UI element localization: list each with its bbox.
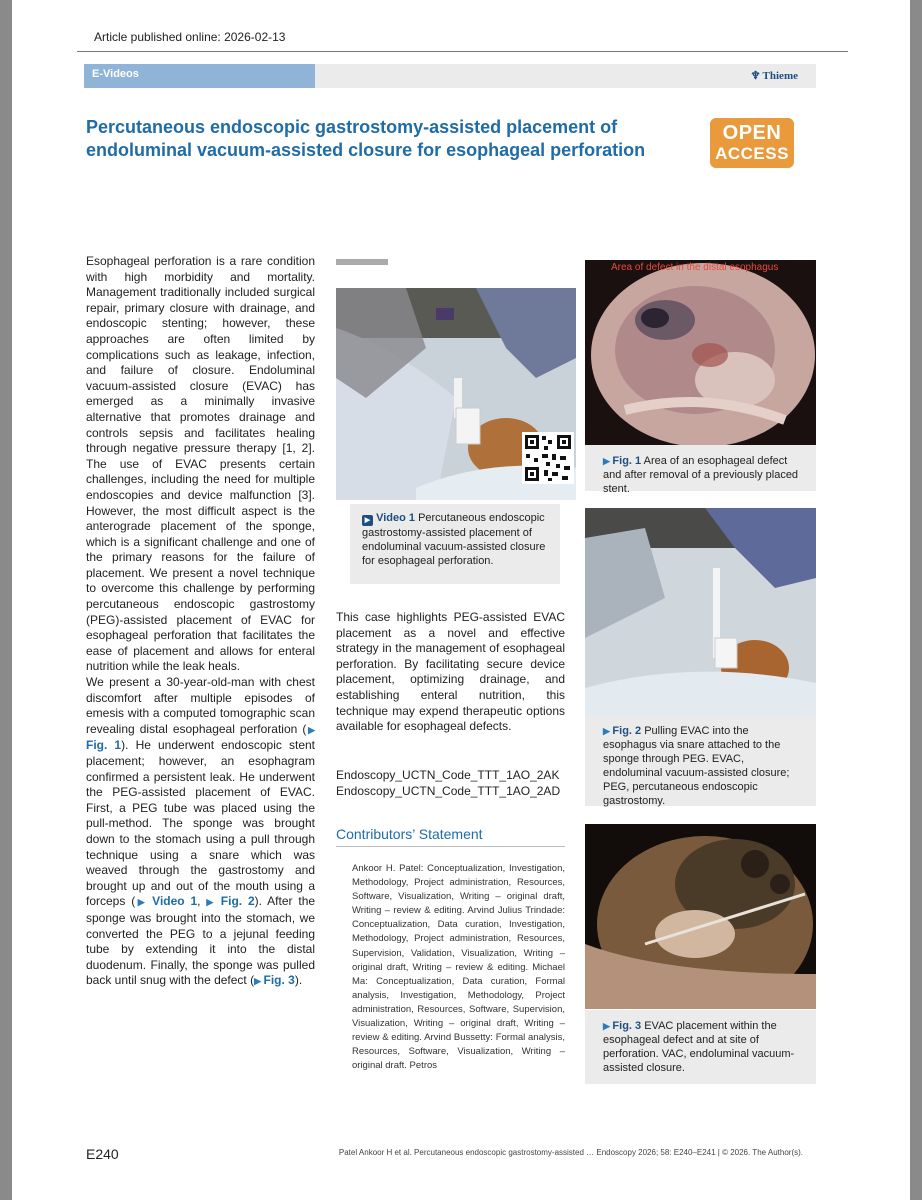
contributors-heading: Contributors’ Statement xyxy=(336,826,483,842)
uctn-codes xyxy=(336,768,576,799)
video1-thumbnail[interactable] xyxy=(336,288,576,500)
contributors-rule xyxy=(336,846,565,847)
fig1-caption: ▶ Fig. 1 Area of an esophageal defect and after removal of a previously placed stent. xyxy=(585,445,816,491)
body-paragraph-1: Esophageal perforation is a rare condition with high morbidity and mortality. Management traditionally included surgical repair, primary closure with drainage, and endoscopic stenting; however, these approaches are often limited by complications such as leakage, infection, and failure of closure. Endoluminal vacuum-assisted closure (EVAC) has emerged as a minimally invasive alternative that promotes drainage and controls sepsis and facilitates healing through negative pressure therapy [1, 2]. The use of EVAC presents certain challenges, including the need for multiple endoscopies and device malfunction [3]. However, the most difficult aspect is the anterograde placement of the sponge, which is a significant challenge and one of the primary reasons for the failure of placement. We present a novel technique to overcome this challenge by performing percutaneous endoscopic gastrostomy (PEG)-assisted placement of EVAC for esophageal perforation that facilitates the ease of placement and allows for enteral nutrition while the leak heals. xyxy=(86,254,315,674)
video1-caption-label: ▶ Video 1 xyxy=(362,512,415,524)
fig3-caption: ▶ Fig. 3 EVAC placement within the esophageal defect and at site of perforation. VAC, endoluminal vacuum-assisted closure. xyxy=(585,1010,816,1084)
uctn-code-1: Endoscopy_UCTN_Code_TTT_1AO_2AK xyxy=(336,768,560,782)
video1-caption xyxy=(350,504,560,584)
ref-arrow-icon: ▶ xyxy=(254,976,264,987)
fig1-overlay-label: Area of defect in the distal esophagus xyxy=(611,262,779,273)
open-access-line2: ACCESS xyxy=(715,144,789,163)
contributors-text: Ankoor H. Patel: Conceptualization, Investigation, Methodology, Project administration, Resources, Software, Visualization, Writing – original draft, Writing – review & editing. Arvind Julius Trindade: Conceptualization, Data curation, Investigation, Methodology, Project administration, Resources, Supervision, Validation, Visualization, Writing – original draft, Writing – review & editing. Michael Ma: Conceptualization, Data curation, Formal analysis, Investigation, Methodology, Project administration, Resources, Software, Supervision, Visualization, Writing – original draft, Writing – review & editing. Arvind Bussetty: Formal analysis, Resources, Software, Visualization, Writing – original draft. Petros xyxy=(352,863,565,1072)
body-column-2: This case highlights PEG-assisted EVAC placement as a novel and effective strategy in the management of esophageal perforation. By facilitating secure device placement, optimizing drainage, and establishing enteral nutrition, this technique may expend therapeutic options available for esophageal defects. xyxy=(336,610,565,734)
body-column-1 xyxy=(86,254,315,990)
fig1-caption-label: ▶ Fig. 1 xyxy=(603,455,642,467)
fig1-image xyxy=(585,260,816,445)
ref-arrow-icon: ▶ xyxy=(135,897,153,908)
running-footer: Patel Ankoor H et al. Percutaneous endoscopic gastrostomy-assisted … Endoscopy 2026; 58: E240–E241 | © 2026. The Author(s). xyxy=(338,1148,803,1157)
open-access-badge xyxy=(710,118,794,168)
fig2-image xyxy=(585,508,816,716)
fig1-link[interactable]: ▶ Fig. 1 xyxy=(86,724,316,753)
fig2-link[interactable]: ▶ Fig. 2 xyxy=(206,894,255,909)
section-band xyxy=(84,64,816,88)
fig2-caption-label: ▶ Fig. 2 xyxy=(603,725,642,737)
fig3-link[interactable]: ▶ Fig. 3 xyxy=(254,973,295,988)
fig3-image xyxy=(585,824,816,1009)
video-top-bar xyxy=(336,259,388,265)
open-access-line1: OPEN xyxy=(722,122,782,144)
section-band-blue xyxy=(84,64,315,88)
fig2-procedure-photo xyxy=(585,508,816,716)
ref-arrow-icon: ▶ xyxy=(306,724,316,735)
video1-link[interactable]: ▶ Video 1 xyxy=(135,894,198,909)
caption-arrow-icon: ▶ xyxy=(603,456,613,466)
page-number: E240 xyxy=(86,1146,119,1162)
fig3-caption-label: ▶ Fig. 3 xyxy=(603,1020,642,1032)
header-rule xyxy=(77,51,848,52)
article-page xyxy=(12,0,910,1200)
qr-code[interactable] xyxy=(522,432,574,484)
ref-arrow-icon: ▶ xyxy=(206,897,221,908)
caption-arrow-icon: ▶ xyxy=(603,1021,613,1031)
caption-arrow-icon: ▶ xyxy=(603,726,613,736)
qr-code-icon xyxy=(522,432,574,484)
body-paragraph-2: We present a 30-year-old-man with chest discomfort after multiple episodes of emesis with a computed tomographic scan revealing distal esophageal perforation (▶ Fig. 1). He underwent endoscopic stent placement; however, an esophagram confirmed a persistent leak. He underwent the PEG-assisted placement of EVAC. First, a PEG tube was placed using the pull-method. The sponge was brought down to the stomach using a pull through technique using a snare which was weaved through the gastrostomy and brought up and out of the mouth using a forceps (▶ Video 1, ▶ Fig. 2). After the sponge was brought into the stomach, we converted the PEG to a jejunal feeding tube by extending it into the distal duodenum. Finally, the sponge was pulled back until snug with the defect (▶ Fig. 3). xyxy=(86,675,316,988)
play-icon: ▶ xyxy=(362,515,373,526)
published-date: Article published online: 2026-02-13 xyxy=(94,30,286,44)
thieme-logo-icon: ♆ xyxy=(750,70,761,82)
uctn-code-2: Endoscopy_UCTN_Code_TTT_1AO_2AD xyxy=(336,783,561,798)
publisher-logo xyxy=(751,69,798,82)
fig2-caption: ▶ Fig. 2 Pulling EVAC into the esophagus via snare attached to the sponge through PEG. EVAC, endoluminal vacuum-assisted closure; PEG, percutaneous endoscopic gastrostomy. xyxy=(585,716,816,806)
fig3-endoscopy-photo xyxy=(585,824,816,1009)
article-title: Percutaneous endoscopic gastrostomy-assisted placement of endoluminal vacuum-assisted closure for esophageal perforation xyxy=(86,117,646,160)
video1-caption-text: Percutaneous endoscopic gastrostomy-assisted placement of endoluminal vacuum-assisted closure for esophageal perforation. xyxy=(362,512,546,567)
publisher-name: Thieme xyxy=(762,70,798,82)
fig1-endoscopy-photo xyxy=(585,260,816,445)
section-label: E-Videos xyxy=(92,68,139,80)
